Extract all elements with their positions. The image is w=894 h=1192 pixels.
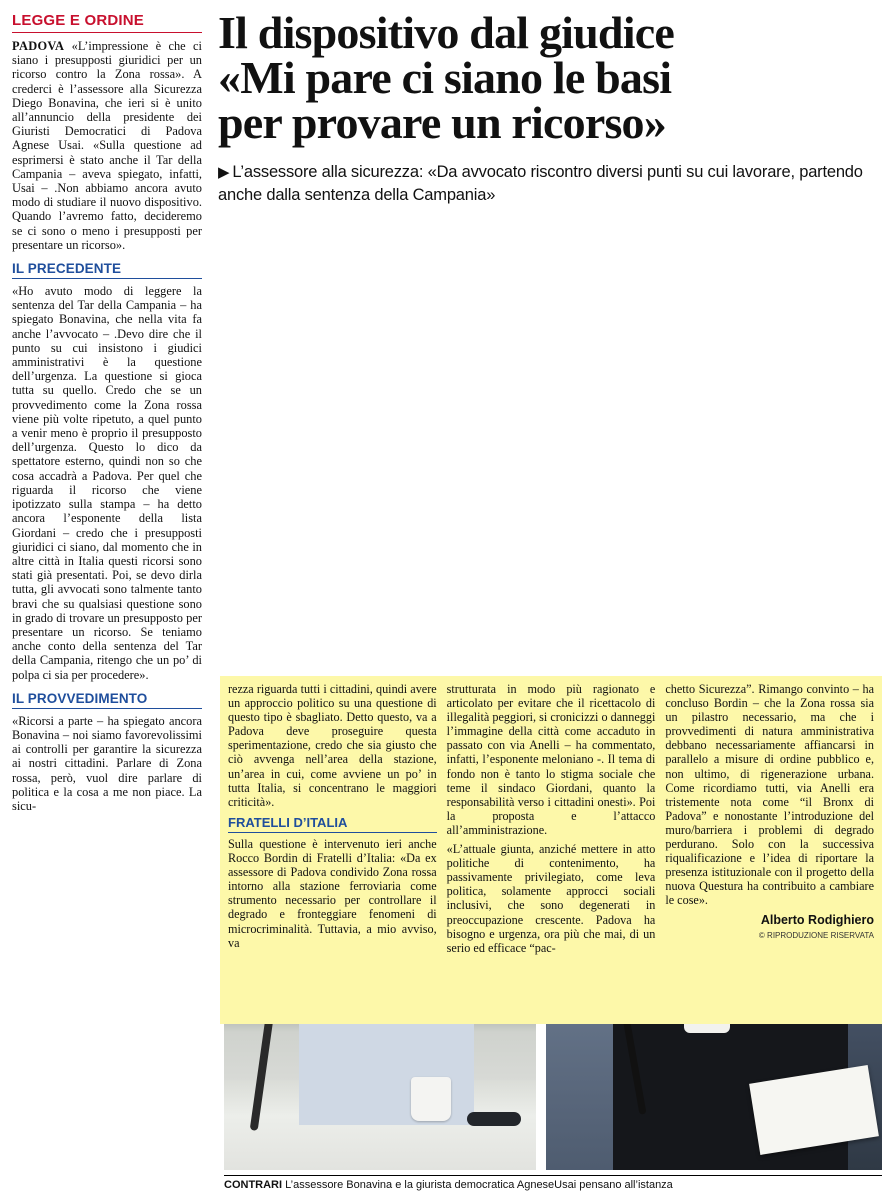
highlight-column-3 bbox=[665, 682, 874, 1020]
highlight-column-2 bbox=[447, 682, 656, 1020]
highlight-col2-paragraph-2: «L’attuale giunta, anziché mettere in atto politiche di contenimento, ha passivamente privilegiato, come leva politica, solamente approcci sociali inclusivi, che sono degenerati in preoccupazione crescente. Padova ha bisogno e urgenza, ora più che mai, di un serio ed efficace “pac- bbox=[446, 842, 656, 955]
byline: Alberto Rodighiero bbox=[760, 912, 875, 927]
highlight-box bbox=[220, 676, 882, 1024]
highlight-col2-paragraph-1: strutturata in modo più ragionato e articolato per evitare che il ricettacolo di illegalità peggiori, si cronicizzi o danneggi l’immagine della città come accaduto in passato con via Anelli – ha commentato, infatti, l’esponente meloniano -. Il tema di fondo non è tanto lo stigma sociale che teme il sindaco Giordani, quanto la responsabilità verso i cittadini onesti». Poi la proposta e l’attacco all’amministrazione. bbox=[446, 682, 656, 837]
headline-line-1: Il dispositivo dal giudice bbox=[218, 7, 674, 58]
section-title-fratelli: FRATELLI D’ITALIA bbox=[228, 814, 348, 830]
section-rule-fratelli bbox=[228, 832, 437, 833]
dateline: PADOVA bbox=[12, 39, 65, 53]
triangle-marker-icon: ▶ bbox=[218, 164, 230, 181]
left-column bbox=[12, 10, 212, 813]
highlight-col1-paragraph: rezza riguarda tutti i cittadini, quindi avere un approccio politico su una questione di questo tipo è sbagliato. Detto questo, va a Padova deve proseguire questa sperimentazione, credo che sia giusto che ciò avvenga nell’area della stazione, un’area in cui, come avviene un po’ in tutta Italia, si concentrano le maggiori criticità». bbox=[228, 682, 437, 809]
photo-caption bbox=[224, 1175, 882, 1192]
caption-lead: CONTRARI bbox=[224, 1179, 283, 1192]
subheadline-text: L’assessore alla sicurezza: «Da avvocato riscontro diversi punti su cui lavorare, partendo anche dalla sentenza della Campania» bbox=[218, 163, 863, 204]
photo-bonavina-glasses bbox=[467, 1112, 521, 1126]
headline-column bbox=[212, 7, 882, 206]
section-title-provvedimento: IL PROVVEDIMENTO bbox=[12, 690, 148, 706]
section-text-provvedimento: «Ricorsi a parte – ha spiegato ancora Bonavina – noi siamo favorevolissimi ai controlli per garantire la sicurezza ai nostri cittadini. Parlare di Zona rossa, però, vuol dire parlare di politica e la cosa a me non piace. La sicu- bbox=[12, 713, 202, 813]
highlight-columns bbox=[228, 682, 874, 1020]
section-rule-2 bbox=[12, 708, 202, 709]
section-rule-1 bbox=[12, 278, 202, 279]
page-title bbox=[218, 7, 882, 148]
headline-line-3: per provare un ricorso» bbox=[218, 97, 666, 148]
kicker: LEGGE E ORDINE bbox=[12, 12, 144, 29]
highlight-col1-section-paragraph: Sulla questione è intervenuto ieri anche Rocco Bordin di Fratelli d’Italia: «Da ex assessore di Padova condivido Zona rossa intorno alla stazione ferroviaria come strumento necessario per controllare il degrado e fronteggiare fenomeni di microcriminalità. Tuttavia, a mio avviso, va bbox=[228, 836, 437, 950]
highlight-col3-paragraph: chetto Sicurezza”. Rimango convinto – ha concluso Bordin – che la Zona rossa sia un pilastro necessario, ma che i provvedimenti di natura amministrativa debbano necessariamente affiancarsi in parallelo a misure di ordine pubblico e, non ultimo, di rigenerazione urbana. Come ricordiamo tutti, via Anelli era tristemente nota come “il Bronx di Padova” e nonostante l’introduzione del muro/barriera i problemi di degrado perdurano. Solo con la successiva riqualificazione e l’idea di riportare la presenza istituzionale con il progetto della nuova Questura ha contribuito a cambiare le cose». bbox=[665, 682, 875, 908]
copyright-note: © RIPRODUZIONE RISERVATA bbox=[758, 930, 875, 940]
lead-paragraph bbox=[12, 39, 202, 252]
caption-text: L’assessore Bonavina e la giurista democratica AgneseUsai pensano all’istanza bbox=[285, 1179, 673, 1192]
highlight-column-1 bbox=[228, 682, 437, 1020]
section-text-precedente: «Ho avuto modo di leggere la sentenza del Tar della Campania – ha spiegato Bonavina, che nella vita fa anche l’avvocato – .Devo dire che il punto su cui insistono i giudici amministrativi è la questione dell’urgenza. La questione si gioca tutta su quello. Credo che se un provvedimento come la Zona rossa viene più volte ripetuto, a quel punto a venir meno è proprio il presupposto dell’urgenza. Questo lo dico da spettatore esterno, quindi non so che cosa accadrà a Padova. Per quel che riguarda il ricorso che viene ipotizzato sulla stampa – ha detto ancora l’esponente della lista Giordani – credo che i presupposti giuridici ci siano, dal momento che in altre città in Italia questi ricorsi sono stati già presentati. Poi, se devo dirla tutta, gli avvocati sono talmente tanto bravi che su qualsiasi questione sono in grado di trovare un presupposto per presentare un ricorso. Se teniamo anche conto della sentenza del Tar della Campania, ritengo che un po’ di polpa ci sia per procedere». bbox=[12, 284, 202, 682]
subheadline bbox=[218, 161, 882, 206]
section-title-precedente: IL PRECEDENTE bbox=[12, 261, 122, 277]
kicker-rule bbox=[12, 32, 202, 33]
lead-text: «L’impressione è che ci siano i presupposti giuridici per un ricorso contro la Zona rossa». A crederci è l’assessore alla Sicurezza Diego Bonavina, che ieri si è unito all’annuncio della presidente dei Giuristi Democratici di Padova Agnese Usai. «Sulla questione ad esprimersi è stato anche il Tar della Campania – aveva spiegato, infatti, Usai – .Non abbiamo ancora avuto modo di studiare il nuovo dispositivo. Quando l’avremo fatto, decideremo se ci sono o meno i presupposti per presentare un ricorso». bbox=[12, 39, 202, 252]
headline-line-2: «Mi pare ci siano le basi bbox=[218, 52, 672, 103]
photo-bonavina-cup bbox=[411, 1077, 451, 1121]
